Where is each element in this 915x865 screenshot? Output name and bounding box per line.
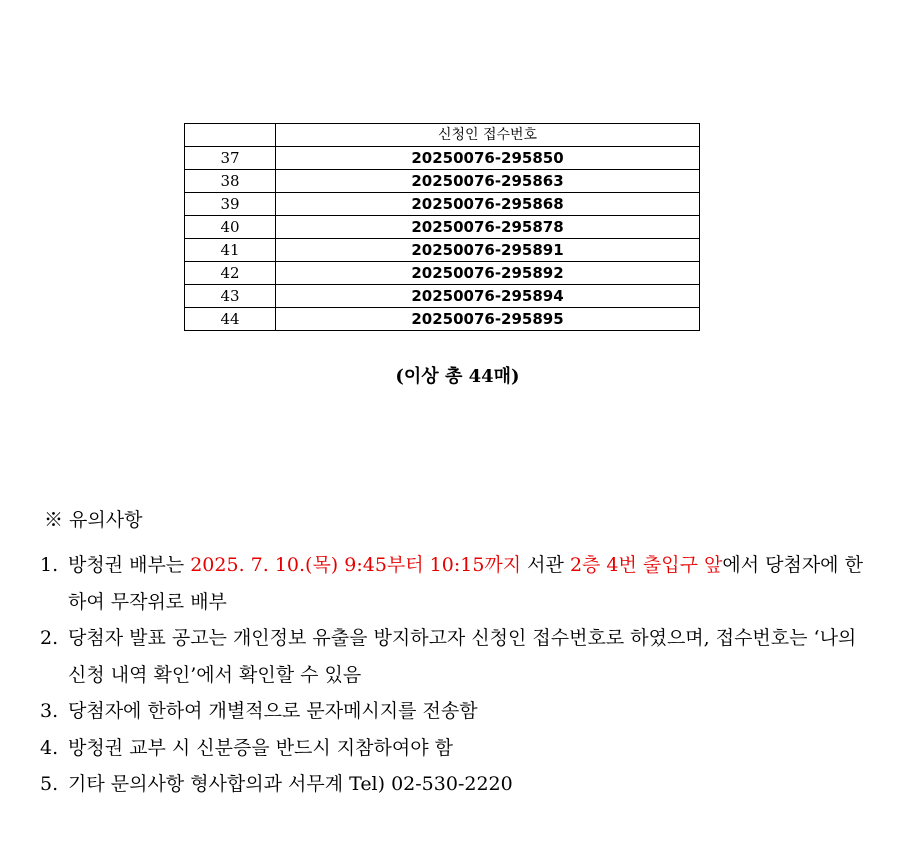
table-row bbox=[185, 193, 700, 216]
note-text: 방청권 배부는 bbox=[68, 554, 191, 576]
notes-heading: ※ 유의사항 bbox=[44, 509, 143, 531]
receipt-number: 20250076-295868 bbox=[276, 193, 700, 216]
note-item bbox=[40, 693, 870, 730]
row-number: 38 bbox=[185, 170, 276, 193]
row-number: 42 bbox=[185, 262, 276, 285]
receipt-number: 20250076-295878 bbox=[276, 216, 700, 239]
table-row bbox=[185, 285, 700, 308]
receipt-number: 20250076-295863 bbox=[276, 170, 700, 193]
note-text: 2025. 7. 10.(목) 9:45부터 10:15까지 bbox=[190, 554, 522, 576]
note-text: 기타 문의사항 형사합의과 서무계 Tel) 02-530-2220 bbox=[68, 773, 513, 795]
table-header-row bbox=[185, 124, 700, 147]
note-text: 에서 당첨자에 한하여 무작위로 배부 bbox=[68, 554, 863, 613]
note-text: 당첨자 발표 공고는 개인정보 유출을 방지하고자 신청인 접수번호로 하였으며, 접수번호는 ‘나의 신청 내역 확인’에서 확인할 수 있음 bbox=[68, 627, 857, 686]
row-number: 40 bbox=[185, 216, 276, 239]
table-row bbox=[185, 170, 700, 193]
table-row bbox=[185, 262, 700, 285]
table-row bbox=[185, 216, 700, 239]
row-number: 39 bbox=[185, 193, 276, 216]
note-number: 5. bbox=[40, 773, 59, 795]
note-number: 2. bbox=[40, 627, 59, 649]
row-number: 37 bbox=[185, 147, 276, 170]
receipt-number: 20250076-295850 bbox=[276, 147, 700, 170]
notes-list bbox=[40, 547, 870, 803]
receipt-number: 20250076-295895 bbox=[276, 308, 700, 331]
row-number: 41 bbox=[185, 239, 276, 262]
receipt-number-table bbox=[184, 123, 700, 331]
row-number: 44 bbox=[185, 308, 276, 331]
receipt-number: 20250076-295891 bbox=[276, 239, 700, 262]
column-header-number bbox=[185, 124, 276, 147]
note-item bbox=[40, 547, 870, 620]
receipt-number: 20250076-295894 bbox=[276, 285, 700, 308]
note-text: 서관 bbox=[521, 554, 570, 576]
note-text: 2층 4번 출입구 앞 bbox=[569, 554, 723, 576]
column-header-receipt: 신청인 접수번호 bbox=[276, 124, 700, 147]
table-row bbox=[185, 147, 700, 170]
total-count: (이상 총 44매) bbox=[395, 366, 520, 387]
note-item bbox=[40, 766, 870, 803]
table-row bbox=[185, 308, 700, 331]
receipt-number: 20250076-295892 bbox=[276, 262, 700, 285]
note-text: 방청권 교부 시 신분증을 반드시 지참하여야 함 bbox=[68, 736, 453, 759]
note-item bbox=[40, 620, 870, 693]
row-number: 43 bbox=[185, 285, 276, 308]
table-row bbox=[185, 239, 700, 262]
note-number: 3. bbox=[40, 700, 59, 722]
note-number: 4. bbox=[40, 736, 59, 759]
note-number: 1. bbox=[40, 554, 59, 576]
note-text: 당첨자에 한하여 개별적으로 문자메시지를 전송함 bbox=[68, 700, 478, 722]
note-item bbox=[40, 730, 870, 767]
